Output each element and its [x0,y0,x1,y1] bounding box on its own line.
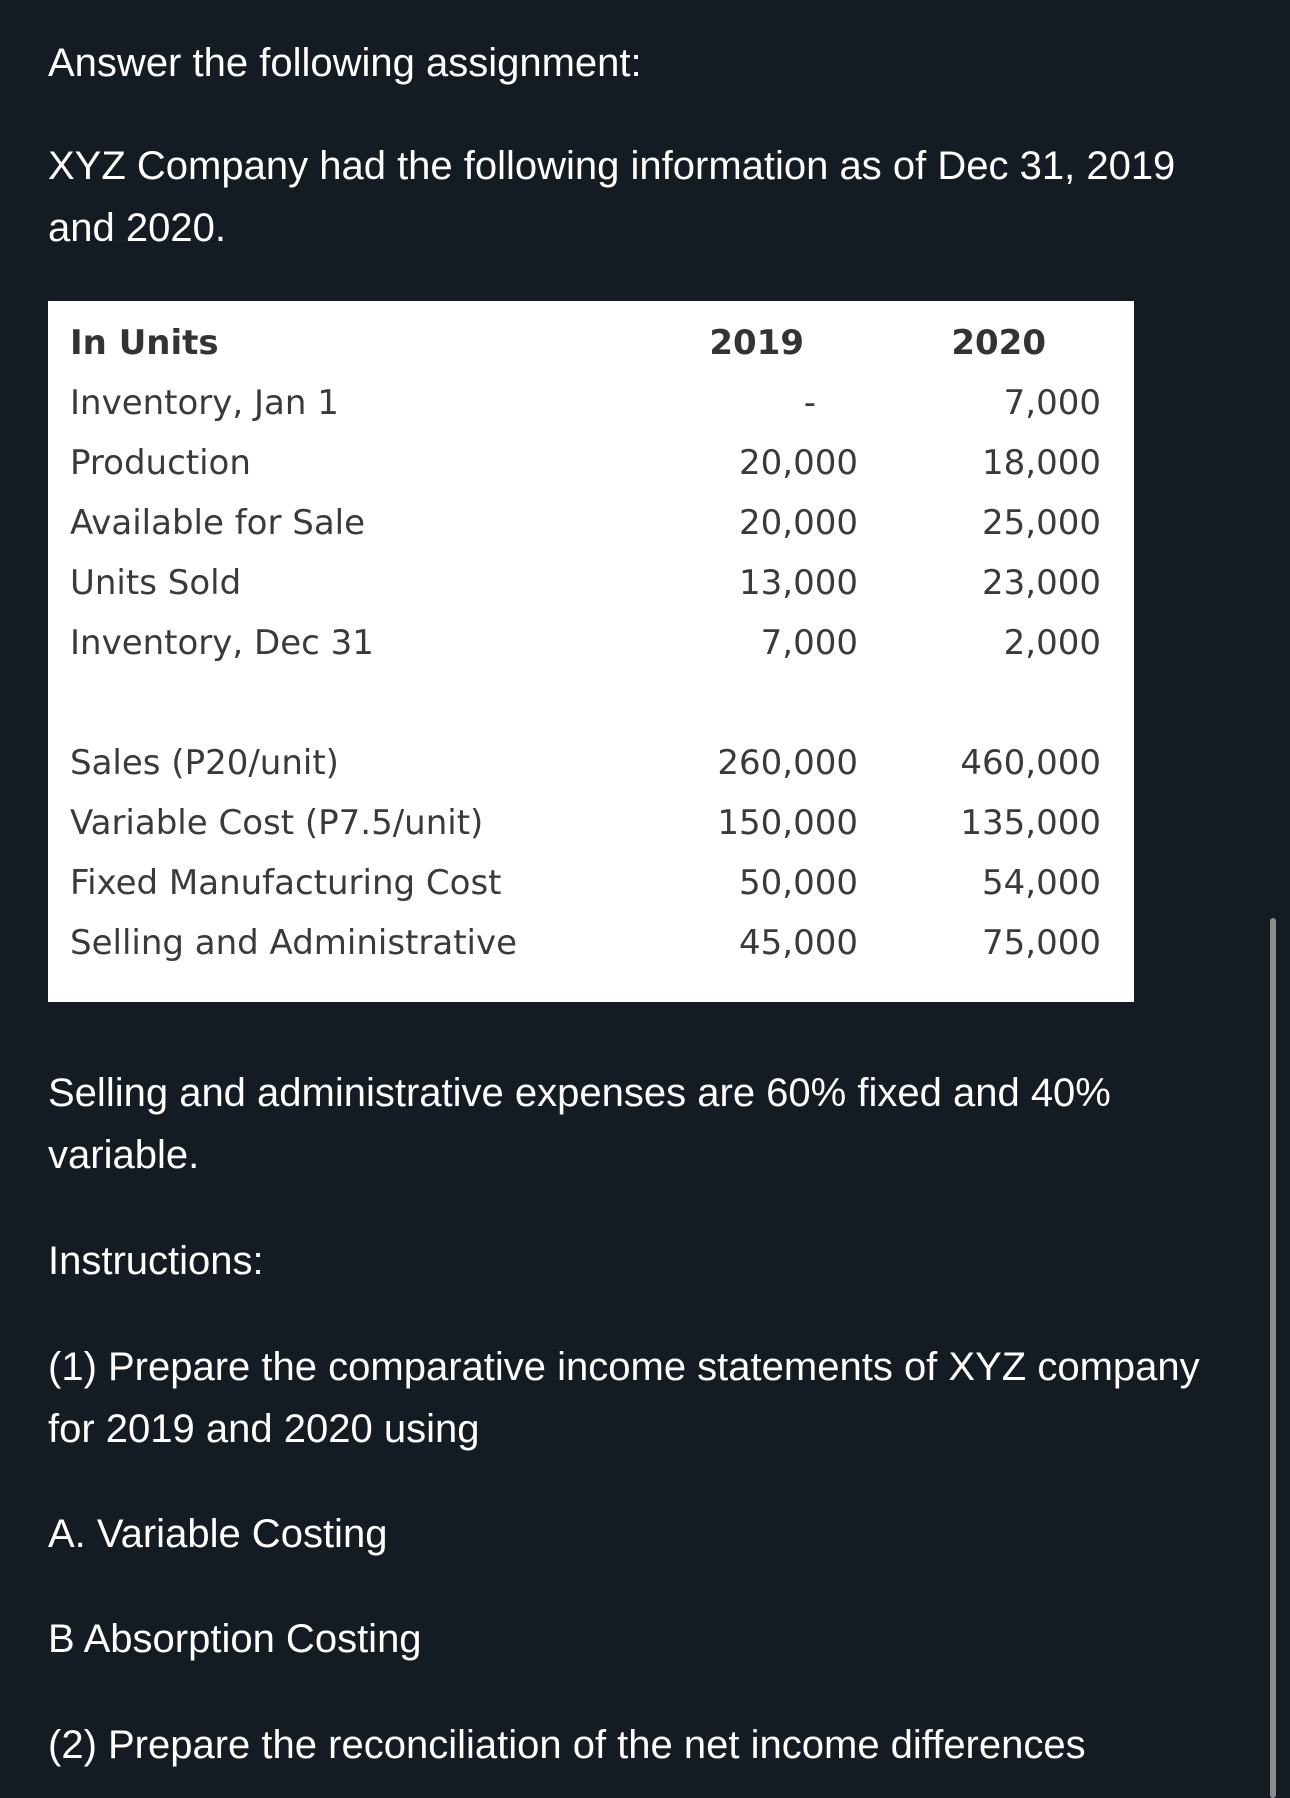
table-row-label: Units Sold [70,563,242,603]
table-row-label: Inventory, Dec 31 [70,623,374,663]
table-cell-2019: 20,000 [739,503,858,543]
table-header-2019: 2019 [709,323,804,363]
option-variable-costing: A. Variable Costing [48,1512,388,1556]
table-cell-2019: 20,000 [739,443,858,483]
table-cell-2020: 54,000 [982,863,1101,903]
table-cell-2019: 50,000 [739,863,858,903]
intro-heading: Answer the following assignment: [48,41,642,85]
table-cell-2020: 18,000 [982,443,1101,483]
instruction-1-line-1: (1) Prepare the comparative income statements of XYZ company [48,1345,1200,1389]
table-cell-2019: 150,000 [717,803,858,843]
option-absorption-costing: B Absorption Costing [48,1617,422,1661]
table-cell-2020: 75,000 [982,923,1101,963]
intro-text-line-1: XYZ Company had the following information as of Dec 31, 2019 [48,144,1176,188]
table-cell-2019: 7,000 [760,623,858,663]
table-cell-2019: 45,000 [739,923,858,963]
intro-text-line-2: and 2020. [48,206,226,250]
instructions-title: Instructions: [48,1239,264,1283]
note-line-1: Selling and administrative expenses are 60% fixed and 40% [48,1071,1111,1115]
table-cell-2019: 260,000 [717,743,858,783]
note-line-2: variable. [48,1133,200,1177]
scrollbar[interactable] [1270,918,1276,1798]
table-cell-2020: 25,000 [982,503,1101,543]
table-header-2020: 2020 [951,323,1046,363]
table-row-label: Selling and Administrative [70,923,518,963]
table-header-label: In Units [70,323,219,363]
table-cell-2020: 135,000 [960,803,1101,843]
data-table-image [48,301,1134,1002]
table-cell-2020: 460,000 [960,743,1101,783]
table-cell-2020: 23,000 [982,563,1101,603]
table-row-label: Variable Cost (P7.5/unit) [70,803,484,843]
table-row-label: Production [70,443,251,483]
table-row-label: Sales (P20/unit) [70,743,339,783]
table-cell-2019: - [803,383,816,423]
table-row-label: Available for Sale [70,503,366,543]
table-cell-2020: 7,000 [1003,383,1101,423]
table-row-label: Inventory, Jan 1 [70,383,339,423]
instruction-2: (2) Prepare the reconciliation of the net income differences [48,1723,1086,1767]
table-row-label: Fixed Manufacturing Cost [70,863,502,903]
table-cell-2020: 2,000 [1003,623,1101,663]
instruction-1-line-2: for 2019 and 2020 using [48,1407,480,1451]
table-cell-2019: 13,000 [739,563,858,603]
